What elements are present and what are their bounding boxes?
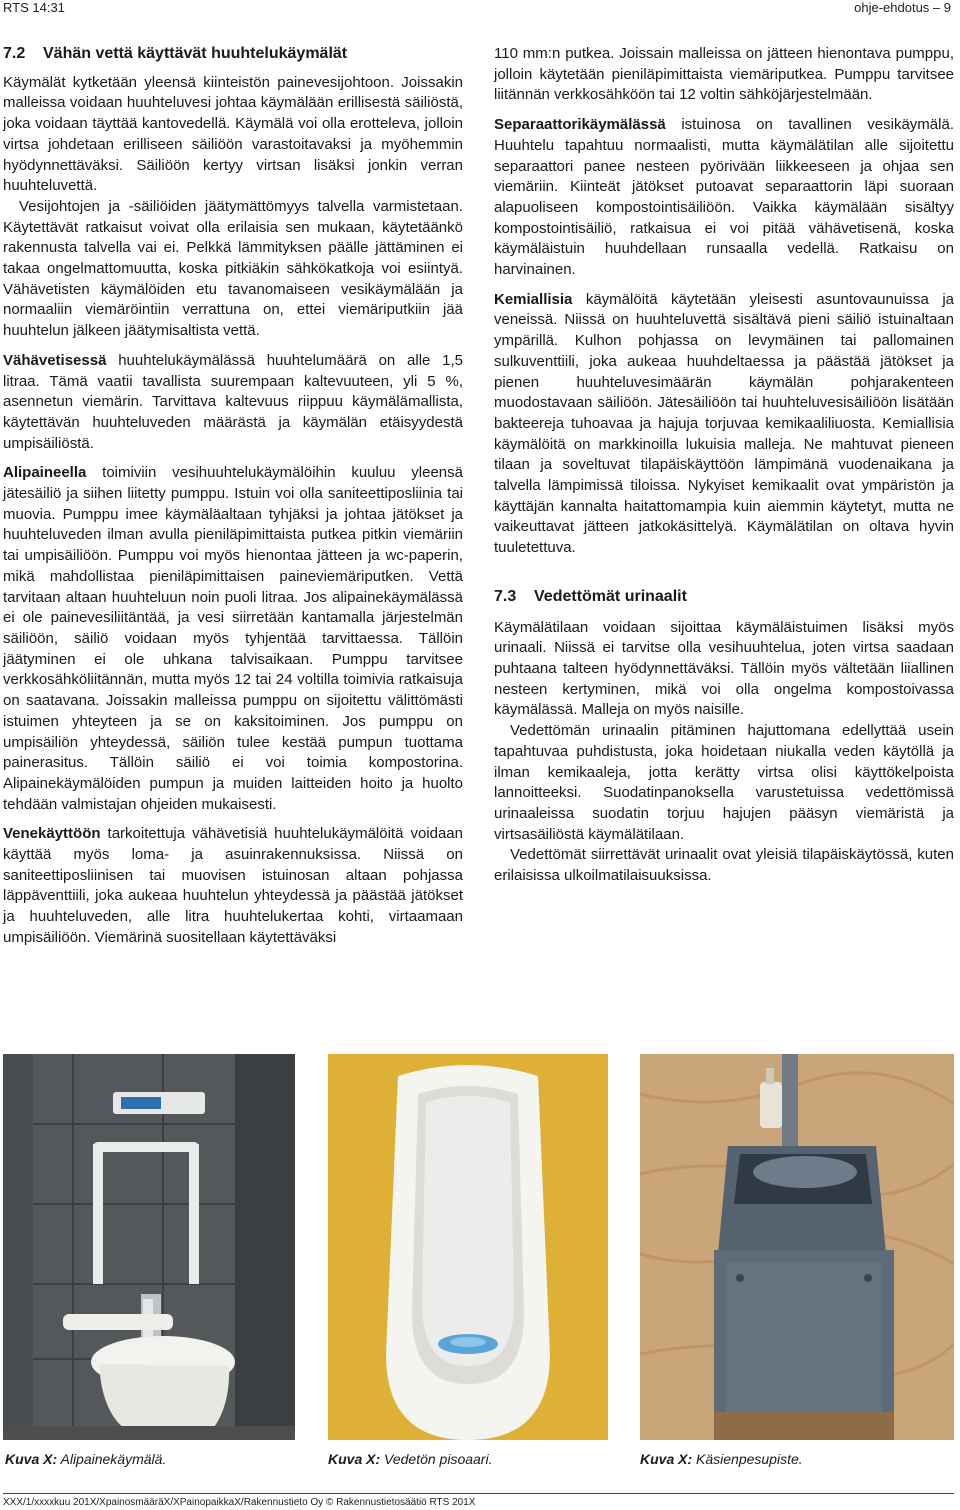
paragraph: Kemiallisia käymälöitä käytetään yleisesti asuntovaunuissa ja veneissä. Niissä on huuhteluvettä sisältävä pieni säiliö istuinaltaan ympärillä. Kulhon pohjassa on levymäinen tai pallomainen sulkuventtiili, joka aukeaa huuhdeltaessa ja päästää jätökset ja pienen huuhteluvesimäärän käymälän pohjarakenteen muodostavaan säiliöön. Jätesäiliöön tai huuhteluvesisäiliöön lisätään bakteereja tuhoavaa ja hajuja torjuvaa kemikaaliliuosta. Kemiallisia käymälöitä on markkinoilla lukuisia malleja. Ne mahtuvat pieneen tilaan ja soveltuvat tilapäiskäyttöön lämpimänä vuodenaikana ja talvella lämpimissä tiloissa. Nykyiset kemikaalit ovat ympäristön ja käyttäjän kannalta haitattomampia kuin aiemmin käytetyt, mutta ne vaikeuttavat jätteen jatkokäsittelyä. Käymälätilan on oltava hyvin tuuletettuva.	[494, 290, 954, 557]
paragraph: Käymälätilaan voidaan sijoittaa käymäläistuimen lisäksi myös urinaali. Niissä ei tarvitse olla vesihuuhtelua, joten virtsa saadaan puhtaana talteen hyödynnettäväksi. Tällöin myös vältetään liiallinen nesteen kertyminen, mikä voi olla ongelma kompostoivassa käymälässä. Malleja on myös naisille.	[494, 618, 954, 719]
photo-handwash-point	[640, 1054, 954, 1440]
paragraph: Vedettömät siirrettävät urinaalit ovat yleisiä tilapäiskäytössä, kuten erilaisissa ulkoilmatilaisuuksissa.	[494, 846, 954, 885]
footer-imprint: XXX/1/xxxxkuu 201X/XpainosmääräX/XPainopaikkaX/Rakennustieto Oy © Rakennustietosäätiö RTS 201X	[3, 1497, 476, 1508]
paragraph: 110 mm:n putkea. Joissain malleissa on jätteen hienontava pumppu, jolloin käytetään pieniläpimittaista viemäriputkea. Pumppu tarvitsee liitännän verkkosähköön tai 12 voltin sähköjärjestelmään.	[494, 45, 954, 104]
photo-waterless-urinal	[328, 1054, 608, 1440]
term-bold: Vähävetisessä	[3, 351, 107, 369]
paragraph: Separaattorikäymälässä istuinosa on tavallinen vesikäymälä. Huuhtelu tapahtuu normaalisti, mutta käymälätilan alle sijoitettu separaattori panee nesteen pyörivään liikkeeseen ja ohjaa sen viemäriin. Kiinteät jätökset putoavat separaattorin läpi suoraan alapuoliseen kompostointisäiliöön. Vaikka käymälään sisältyy kompostointisäiliö, ratkaisua ei voi pitää vähävetisenä, koska käymäläistuin huuhdellaan runsaalla vedellä. Ratkaisu on harvinainen.	[494, 116, 954, 279]
paragraph: Venekäyttöön tarkoitettuja vähävetisiä huuhtelukäymälöitä voidaan käyttää myös loma- ja asuinrakennuksissa. Niissä on saniteettiposliinisen tai muovisen istuinosan altaan pohjassa läppäventtiili, joka aukeaa huuhtelun yhteydessä ja päästää jätökset ja huuhteluveden, alle litra huuhtelukertaa kohti, virtaamaan umpisäiliöön. Viemärinä suositellaan käytettäväksi	[3, 825, 463, 946]
photo-caption: Kuva X: Käsienpesupiste.	[640, 1451, 803, 1467]
photo-vacuum-toilet	[3, 1054, 295, 1440]
term-bold: Kemiallisia	[494, 290, 573, 308]
section-heading-7-2	[3, 44, 463, 65]
paragraph: Vedettömän urinaalin pitäminen hajuttomana edellyttää usein tapahtuvaa puhdistusta, joka hoidetaan niukalla veden käytöllä ja ilman kemikaaleja, jotta kerätty virtsa olisi käyttökelpoista lannoitteeksi. Suodatinpanoksella varustetuissa vedettömissä urinaaleissa suodatin torjuu hajujen pääsyn viemäristä ja virtsasäiliöstä käymälätilaan.	[494, 722, 954, 843]
section-title: Vedettömät urinaalit	[534, 587, 687, 605]
photo-caption: Kuva X: Vedetön pisoaari.	[328, 1451, 493, 1467]
section-number: 7.3	[494, 587, 517, 605]
term-bold: Venekäyttöön	[3, 825, 101, 843]
footer-divider	[3, 1493, 954, 1494]
right-column	[494, 44, 954, 887]
section-heading-7-3	[494, 587, 954, 608]
running-header-left: RTS 14:31	[3, 0, 65, 15]
running-header-right: ohje-ehdotus – 9	[854, 0, 951, 15]
left-column	[3, 44, 463, 958]
photo-caption: Kuva X: Alipainekäymälä.	[5, 1451, 167, 1467]
paragraph: Käymälät kytketään yleensä kiinteistön painevesijohtoon. Joissakin malleissa voidaan huuhteluvesi johtaa käymälään erillisestä säiliöstä, joka voidaan täyttää kantovedellä. Käymälä voi olla erotteleva, jolloin virtsa johdetaan erilliseen säiliöön varastoitavaksi ja myöhemmin hyödynnettäväksi. Säiliöön kertyy virtsan lisäksi jonkin verran huuhteluvettä.	[3, 73, 463, 195]
paragraph: Vesijohtojen ja -säiliöiden jäätymättömyys talvella varmistetaan. Käytettävät ratkaisut voivat olla erilaisia sen mukaan, käytetäänkö rakennusta talvella vai ei. Pelkkä lämmityksen päälle jättäminen ei takaa ongelmattomuutta, koska pitkiäkin sähkökatkoja voi esiintyä. Vähävetisten käymälöiden etu tavanomaiseen vesikäymälään ja normaaliin viemäröintiin verrattuna on, ettei viemäriputkiin jää huuhtelun jälkeen jäätymisaltista vettä.	[3, 197, 463, 340]
section-title: Vähän vettä käyttävät huuhtelukäymälät	[43, 45, 348, 62]
term-bold: Alipaineella	[3, 464, 87, 482]
paragraph: Vähävetisessä huuhtelukäymälässä huuhtelumäärä on alle 1,5 litraa. Tämä vaatii tavallista suurempaan kaltevuuteen, yli 5 %, asennetun viemärin. Tarvittava kaltevuus riippuu käymälämallista, käytettävän huuhteluveden määrästä ja käymälän etäisyydestä umpisäiliöstä.	[3, 351, 463, 452]
term-bold: Separaattorikäymälässä	[494, 116, 666, 134]
section-number: 7.2	[3, 45, 26, 62]
paragraph: Alipaineella toimiviin vesihuuhtelukäymälöihin kuuluu yleensä jätesäiliö ja siihen liitetty pumppu. Istuin voi olla saniteettiposliinia tai muovia. Pumppu imee käymäläaltaan tyhjäksi ja johtaa jätökset ja huuhteluveden ilman avulla pieniläpimittaista putkea pitkin viemäriin tai umpisäiliöön. Pumppu voi myös hienontaa jätteen ja wc-paperin, mikä mahdollistaa pieniläpimittaisen paineviemäriputken. Vettä tarvitaan altaan huuhteluun noin puoli litraa. Jos alipainekäymälässä ei ole painevesiliitäntää, ja vesi siirretään kantamalla järjestelmän säiliöön, säiliö voidaan myös tyhjentää tarvittaessa. Tällöin jäätyminen ei ole uhkana talvisaikaan. Pumppu tarvitsee verkkosähköliitännän, mutta myös 12 tai 24 voltilla toimivia ratkaisuja on saatavana. Joissakin malleissa pumppu on sijoitettu välittömästi istuimen yhteyteen ja se on kaksitoiminen. Jos pumppu on umpisäiliön yhteydessä, säiliön tulee kestää pumpun tuottama painerasitus. Tällöin säiliö ei voi toimia kompostorina. Alipainekäymälöiden pumpun ja muiden laitteiden hoito ja huolto tehdään valmistajan ohjeiden mukaisesti.	[3, 464, 463, 813]
